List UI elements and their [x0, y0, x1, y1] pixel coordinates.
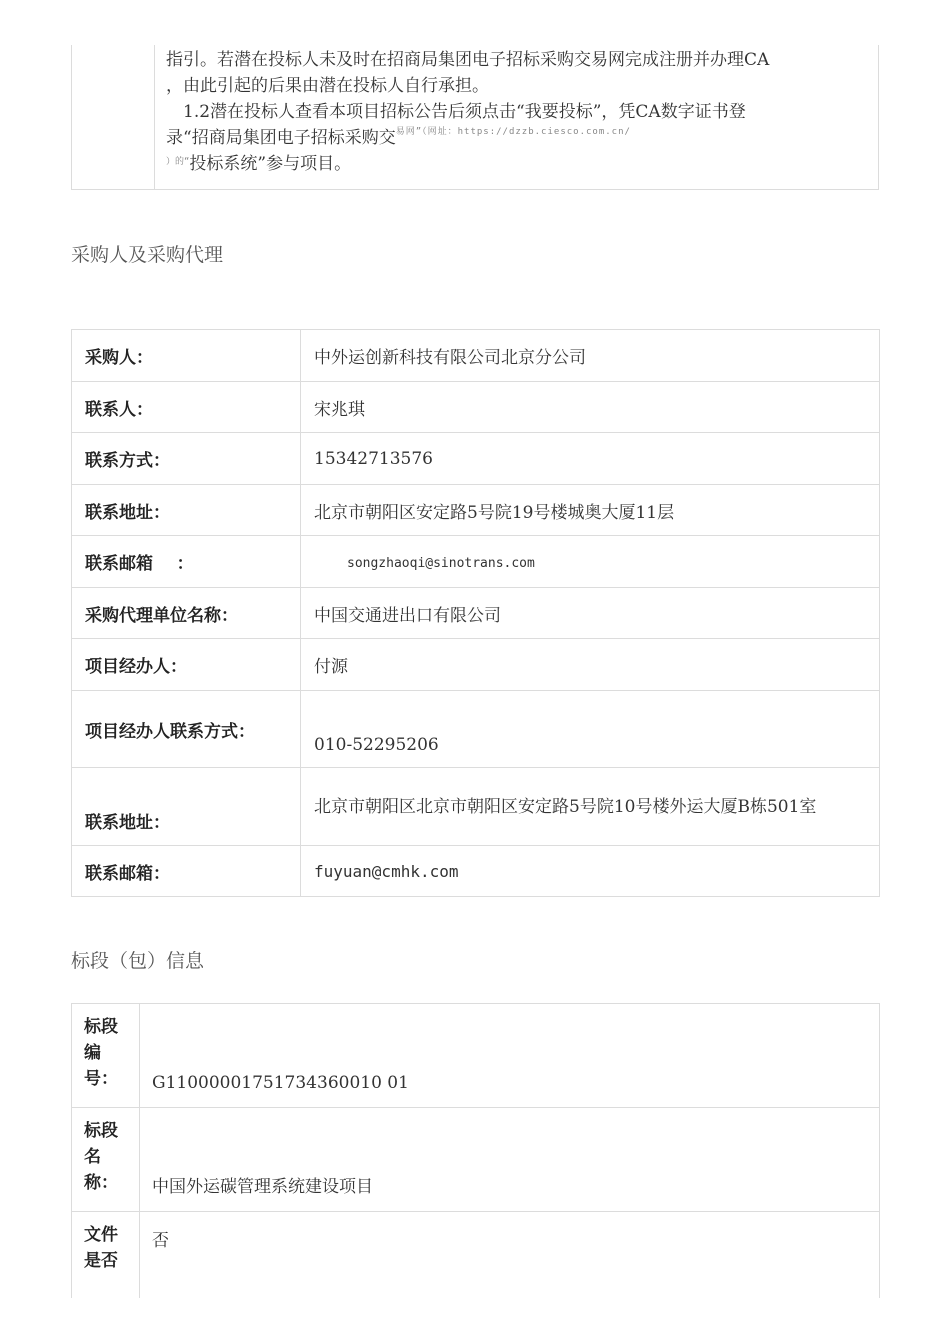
manager-value: 付源 — [301, 639, 880, 691]
lot-table — [71, 1003, 880, 1298]
agency-label: 采购代理单位名称： — [72, 588, 301, 639]
lot-number-value: G11000001751734360010 01 — [140, 1004, 880, 1108]
agency-email-value: fuyuan@cmhk.com — [301, 846, 880, 897]
phone-label: 联系方式： — [72, 433, 301, 485]
agency-address-value: 北京市朝阳区北京市朝阳区安定路5号院10号楼外运大厦B栋501室 — [301, 768, 880, 846]
purchaser-label: 采购人： — [72, 330, 301, 382]
table-row — [72, 588, 880, 639]
table-row — [72, 1004, 880, 1108]
lot-number-label: 标段编号： — [72, 1004, 140, 1108]
purchaser-value: 中外运创新科技有限公司北京分公司 — [301, 330, 880, 382]
table-row — [72, 846, 880, 897]
table-row — [72, 433, 880, 485]
manager-phone-value: 010-52295206 — [301, 691, 880, 768]
phone-value: 15342713576 — [301, 433, 880, 485]
intro-label-cell — [72, 45, 155, 189]
intro-text — [166, 47, 866, 180]
intro-line-4 — [166, 125, 866, 151]
table-row — [72, 691, 880, 768]
address-label: 联系地址： — [72, 485, 301, 536]
intro-line-3: 1.2潜在投标人查看本项目招标公告后须点击“我要投标”，凭CA数字证书登 — [183, 102, 746, 122]
table-row — [72, 330, 880, 382]
lot-name-label: 标段名称： — [72, 1108, 140, 1212]
table-row — [72, 1212, 880, 1298]
intro-line-1: 指引。若潜在投标人未及时在招商局集团电子招标采购交易网完成注册并办理CA — [166, 50, 770, 70]
agency-address-label: 联系地址： — [72, 768, 301, 846]
email-text: songzhaoqi@sinotrans.com — [347, 555, 535, 571]
contact-label: 联系人： — [72, 382, 301, 433]
intro-line-5 — [166, 151, 866, 180]
agency-email-label: 联系邮箱： — [72, 846, 301, 897]
intro-line-4a: 录“招商局集团电子招标采购交 — [166, 128, 396, 148]
manager-phone-label: 项目经办人联系方式： — [72, 691, 301, 768]
intro-line-2: ，由此引起的后果由潜在投标人自行承担。 — [166, 76, 489, 96]
website-address: 易网”（网址：https://dzzb.ciesco.com.cn/ — [395, 127, 631, 137]
lot-section-title: 标段（包）信息 — [71, 950, 205, 972]
table-row — [72, 1108, 880, 1212]
intro-line-5a: ）的“ — [166, 157, 190, 167]
table-row — [72, 639, 880, 691]
email-value — [301, 536, 880, 588]
purchaser-table — [71, 329, 880, 897]
email-label: 联系邮箱 ： — [72, 536, 301, 588]
lot-name-value: 中国外运碳管理系统建设项目 — [140, 1108, 880, 1212]
table-row — [72, 536, 880, 588]
intro-line-5b: 投标系统”参与项目。 — [189, 154, 352, 174]
purchaser-section-title: 采购人及采购代理 — [71, 244, 224, 266]
lot-file-value: 否 — [140, 1212, 880, 1298]
table-row — [72, 768, 880, 846]
intro-table — [71, 45, 879, 190]
address-value: 北京市朝阳区安定路5号院19号楼城奥大厦11层 — [301, 485, 880, 536]
lot-file-label: 文件是否 — [72, 1212, 140, 1298]
table-row — [72, 485, 880, 536]
manager-label: 项目经办人： — [72, 639, 301, 691]
table-row — [72, 382, 880, 433]
agency-value: 中国交通进出口有限公司 — [301, 588, 880, 639]
contact-value: 宋兆琪 — [301, 382, 880, 433]
